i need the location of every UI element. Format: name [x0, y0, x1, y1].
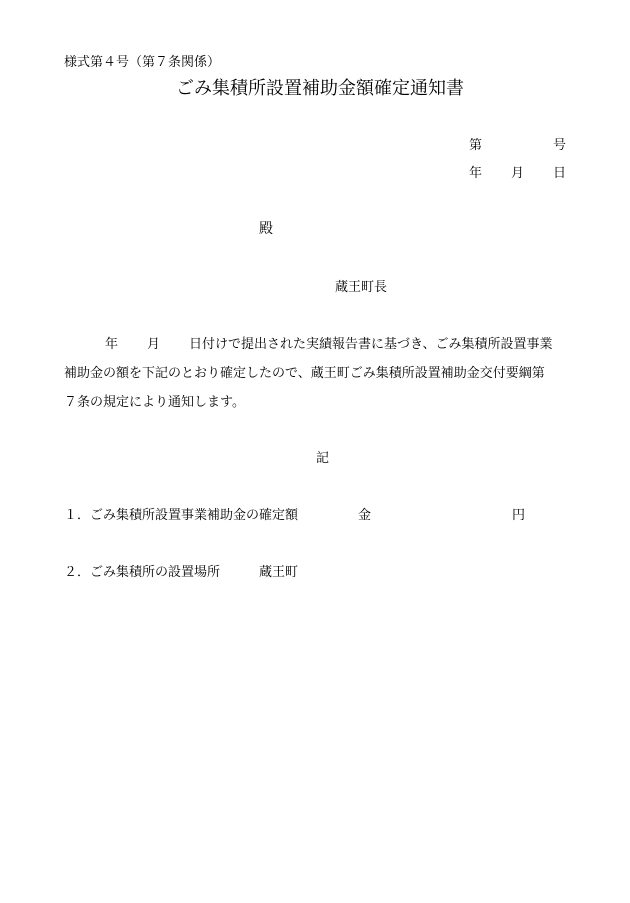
item-1-yen: 円: [512, 508, 526, 523]
issue-date-day: 日: [553, 166, 567, 181]
item-2-label: ２．ごみ集積所の設置場所: [64, 565, 221, 580]
document-title: ごみ集積所設置補助金額確定通知書: [176, 78, 464, 99]
item-1-kin: 金: [358, 508, 372, 523]
body-line-1: 日付けで提出された実績報告書に基づき、ごみ集積所設置事業: [189, 337, 553, 352]
issue-number-dai: 第: [469, 138, 483, 153]
item-1-label: １．ごみ集積所設置事業補助金の確定額: [64, 508, 299, 523]
body-line-2: 補助金の額を下記のとおり確定したので、蔵王町ごみ集積所設置補助金交付要綱第: [64, 366, 545, 381]
addressee-honorific: 殿: [259, 221, 273, 237]
body-month: 月: [147, 337, 161, 352]
issue-date-year: 年: [469, 166, 483, 181]
issue-number-go: 号: [553, 138, 567, 153]
item-2-value: 蔵王町: [259, 565, 299, 580]
ki-heading: 記: [316, 451, 330, 466]
body-year: 年: [105, 337, 119, 352]
sender-name: 蔵王町長: [335, 280, 388, 295]
form-number-label: 様式第４号（第７条関係）: [64, 55, 221, 70]
issue-date-month: 月: [511, 166, 525, 181]
body-line-3: ７条の規定により通知します。: [64, 395, 245, 410]
